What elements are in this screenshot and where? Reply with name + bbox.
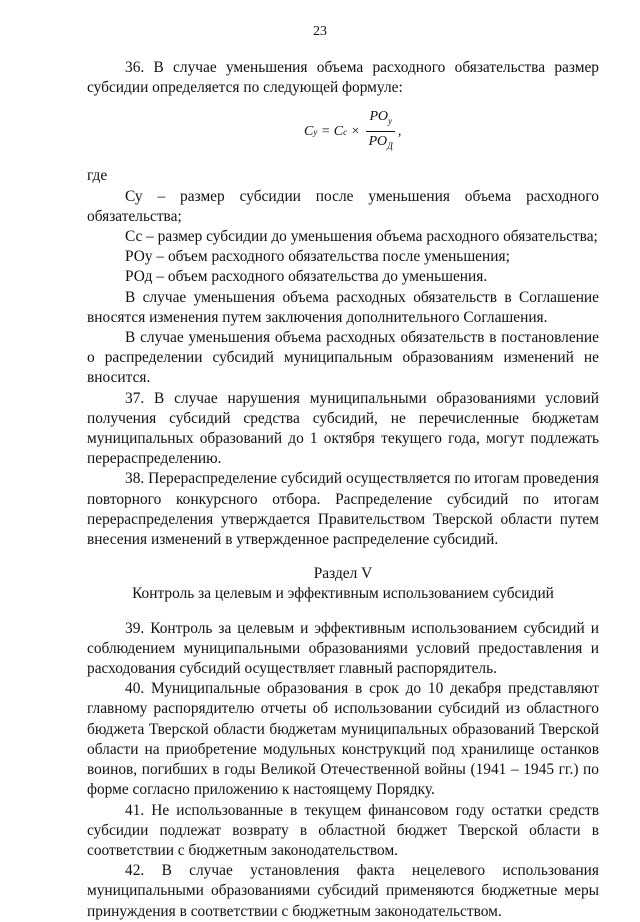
section-subtitle: Контроль за целевым и эффективным использованием субсидий	[132, 585, 554, 603]
formula-lhs: С	[304, 123, 314, 139]
formula-fraction	[366, 108, 396, 155]
definition-item: РОу – объем расходного обязательства после уменьшения;	[125, 248, 510, 266]
document-body	[87, 58, 599, 922]
paragraph-decrease-1: В случае уменьшения объема расходных обязательств в Соглашение вносятся изменения путем заключения дополнительного Соглашения.	[87, 288, 599, 326]
paragraph-41: 41. Не использованные в текущем финансовом году остатки средств субсидии подлежат возврату в областной бюджет Тверской области в соответствии с бюджетным законодательством.	[87, 801, 599, 859]
formula-tail: ,	[397, 123, 402, 139]
paragraph-decrease-2: В случае уменьшения объема расходных обязательств в постановление о распределении субсидий муниципальным образованиям изменений не вносится.	[87, 329, 599, 387]
where-label: где	[87, 167, 108, 185]
formula-numerator: $РО_у$	[366, 108, 394, 132]
formula-expression	[304, 108, 401, 155]
paragraph-42: 42. В случае установления факта нецелевого использования муниципальными образованиями субсидий применяются бюджетные меры принуждения в соответствии с бюджетным законодательством.	[87, 862, 599, 920]
definition-item: РОд – объем расходного обязательства до уменьшения.	[125, 268, 488, 286]
definition-item: Сс – размер субсидии до уменьшения объема расходного обязательства;	[125, 228, 598, 246]
formula-c: С	[333, 123, 344, 139]
formula-lhs-sub: у	[313, 126, 318, 137]
paragraph-40: 40. Муниципальные образования в срок до 10 декабря представляют главному распорядителю отчеты об использовании субсидий из областного бюджета Тверской области бюджетам муниципальных образований Тверской области на приобретение модульных конструкций под хранилище останков воинов, погибших в годы Великой Отечественной войны (1941 – 1945 гг.) по форме согласно приложению к настоящему Порядку.	[87, 680, 599, 799]
paragraph-37: 37. В случае нарушения муниципальными образованиями условий получения субсидий средства субсидий, не перечисленные бюджетам муниципальных образований до 1 октября текущего года, могут подлежать перераспределению.	[87, 389, 599, 468]
formula-denominator: $РО_Д$	[368, 134, 393, 151]
formula-times: ×	[347, 123, 364, 139]
page-number: 23	[313, 24, 327, 39]
formula	[87, 102, 599, 160]
formula-eq: =	[317, 123, 334, 139]
definition-item: Су – размер субсидии после уменьшения объема расходного обязательства;	[87, 187, 599, 225]
paragraph-39: 39. Контроль за целевым и эффективным использованием субсидий и соблюдением муниципальными образованиями условий предоставления и расходования субсидий осуществляет главный распорядитель.	[87, 619, 599, 678]
paragraph-38: 38. Перераспределение субсидий осуществляется по итогам проведения повторного конкурсного отбора. Распределение субсидий по итогам перераспределения утверждается Правительством Тверской области путем внесения изменений в утвержденное распределение субсидий.	[87, 470, 599, 549]
formula-c-sub: с	[343, 126, 348, 137]
section-title: Раздел V	[313, 565, 373, 583]
paragraph-36: 36. В случае уменьшения объема расходного обязательства размер субсидии определяется по следующей формуле:	[87, 59, 599, 97]
